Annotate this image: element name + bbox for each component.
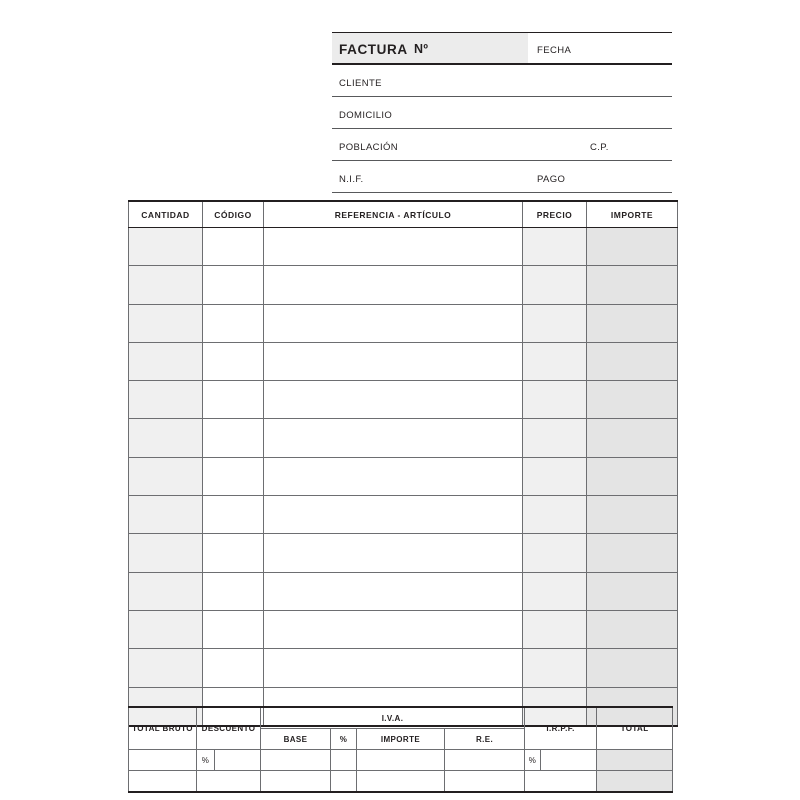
cell-codigo[interactable] <box>203 496 264 534</box>
cell-referencia[interactable] <box>264 534 523 572</box>
cell-precio[interactable] <box>523 534 587 572</box>
poblacion-label: POBLACIÓN <box>339 142 399 153</box>
irpf-value[interactable] <box>541 750 597 771</box>
cell-cantidad[interactable] <box>129 610 203 648</box>
cell-importe[interactable] <box>587 381 678 419</box>
cell-cantidad[interactable] <box>129 419 203 457</box>
cell-referencia[interactable] <box>264 649 523 687</box>
iva-importe-value[interactable] <box>357 750 445 771</box>
iva-re-blank[interactable] <box>445 771 525 793</box>
cell-precio[interactable] <box>523 496 587 534</box>
cell-cantidad[interactable] <box>129 496 203 534</box>
descuento-value[interactable] <box>215 750 261 771</box>
header-row-cliente <box>332 65 672 97</box>
column-header-referencia: REFERENCIA - ARTÍCULO <box>264 201 523 228</box>
cell-cantidad[interactable] <box>129 457 203 495</box>
domicilio-label: DOMICILIO <box>339 110 393 121</box>
items-table-head <box>129 201 678 228</box>
factura-label: FACTURA <box>339 42 408 57</box>
items-table-body <box>129 228 678 726</box>
items-header-row <box>129 201 678 228</box>
cell-precio[interactable] <box>523 610 587 648</box>
cell-referencia[interactable] <box>264 266 523 304</box>
cell-precio[interactable] <box>523 342 587 380</box>
descuento-pct-symbol: % <box>197 750 215 771</box>
header-row-nif <box>332 161 672 193</box>
iva-re-value[interactable] <box>445 750 525 771</box>
cell-codigo[interactable] <box>203 572 264 610</box>
column-header-precio: PRECIO <box>523 201 587 228</box>
cell-importe[interactable] <box>587 610 678 648</box>
iva-pct-blank[interactable] <box>331 771 357 793</box>
cell-codigo[interactable] <box>203 266 264 304</box>
total-blank[interactable] <box>597 771 673 793</box>
cell-cantidad[interactable] <box>129 649 203 687</box>
cell-importe[interactable] <box>587 304 678 342</box>
cell-precio[interactable] <box>523 381 587 419</box>
table-row <box>129 381 678 419</box>
cell-cantidad[interactable] <box>129 228 203 266</box>
cp-label: C.P. <box>590 142 609 153</box>
cell-codigo[interactable] <box>203 457 264 495</box>
cell-precio[interactable] <box>523 419 587 457</box>
cell-importe[interactable] <box>587 266 678 304</box>
irpf-blank[interactable] <box>525 771 597 793</box>
cell-importe[interactable] <box>587 457 678 495</box>
iva-importe-label: IMPORTE <box>357 729 445 750</box>
totals-blank-row <box>129 771 673 793</box>
pago-label: PAGO <box>537 174 566 185</box>
cell-referencia[interactable] <box>264 496 523 534</box>
cell-codigo[interactable] <box>203 381 264 419</box>
table-row <box>129 266 678 304</box>
cell-cantidad[interactable] <box>129 534 203 572</box>
cell-codigo[interactable] <box>203 342 264 380</box>
iva-base-blank[interactable] <box>261 771 331 793</box>
cell-referencia[interactable] <box>264 610 523 648</box>
totals-values-row <box>129 750 673 771</box>
table-row <box>129 419 678 457</box>
table-row <box>129 534 678 572</box>
header-row-factura <box>332 32 672 65</box>
iva-re-label: R.E. <box>445 729 525 750</box>
table-row <box>129 572 678 610</box>
header-row-domicilio <box>332 97 672 129</box>
cell-importe[interactable] <box>587 419 678 457</box>
column-header-codigo: CÓDIGO <box>203 201 264 228</box>
table-row <box>129 496 678 534</box>
nif-label: N.I.F. <box>339 174 364 185</box>
cell-referencia[interactable] <box>264 572 523 610</box>
header-row-poblacion <box>332 129 672 161</box>
column-header-cantidad: CANTIDAD <box>129 201 203 228</box>
total-bruto-blank[interactable] <box>129 771 197 793</box>
numero-label: Nº <box>414 42 429 56</box>
cliente-label: CLIENTE <box>339 78 382 89</box>
descuento-label: DESCUENTO <box>197 707 261 750</box>
table-row <box>129 304 678 342</box>
cell-precio[interactable] <box>523 457 587 495</box>
cell-importe[interactable] <box>587 534 678 572</box>
table-row <box>129 610 678 648</box>
total-label: TOTAL <box>597 707 673 750</box>
iva-pct-label: % <box>331 729 357 750</box>
cell-importe[interactable] <box>587 649 678 687</box>
table-row <box>129 457 678 495</box>
irpf-label: I.R.P.F. <box>525 707 597 750</box>
total-bruto-value[interactable] <box>129 750 197 771</box>
cell-referencia[interactable] <box>264 342 523 380</box>
cell-cantidad[interactable] <box>129 342 203 380</box>
cell-importe[interactable] <box>587 342 678 380</box>
iva-pct-value[interactable] <box>331 750 357 771</box>
cell-codigo[interactable] <box>203 649 264 687</box>
iva-importe-blank[interactable] <box>357 771 445 793</box>
invoice-header <box>332 32 672 193</box>
cell-cantidad[interactable] <box>129 304 203 342</box>
totals-header-row <box>129 707 673 729</box>
cell-cantidad[interactable] <box>129 266 203 304</box>
cell-importe[interactable] <box>587 228 678 266</box>
iva-base-label: BASE <box>261 729 331 750</box>
cell-codigo[interactable] <box>203 610 264 648</box>
cell-referencia[interactable] <box>264 457 523 495</box>
cell-importe[interactable] <box>587 572 678 610</box>
totals-table <box>128 706 673 793</box>
cell-precio[interactable] <box>523 304 587 342</box>
table-row <box>129 228 678 266</box>
iva-base-value[interactable] <box>261 750 331 771</box>
cell-referencia[interactable] <box>264 381 523 419</box>
descuento-blank[interactable] <box>197 771 261 793</box>
cell-codigo[interactable] <box>203 304 264 342</box>
cell-cantidad[interactable] <box>129 381 203 419</box>
cell-importe[interactable] <box>587 496 678 534</box>
cell-codigo[interactable] <box>203 419 264 457</box>
cell-precio[interactable] <box>523 228 587 266</box>
table-row <box>129 649 678 687</box>
column-header-importe: IMPORTE <box>587 201 678 228</box>
cell-precio[interactable] <box>523 572 587 610</box>
cell-precio[interactable] <box>523 266 587 304</box>
cell-precio[interactable] <box>523 649 587 687</box>
cell-referencia[interactable] <box>264 419 523 457</box>
cell-codigo[interactable] <box>203 228 264 266</box>
cell-codigo[interactable] <box>203 534 264 572</box>
cell-referencia[interactable] <box>264 228 523 266</box>
total-bruto-label: TOTAL BRUTO <box>129 707 197 750</box>
table-row <box>129 342 678 380</box>
iva-label: I.V.A. <box>261 707 525 729</box>
items-table <box>128 200 678 727</box>
irpf-pct-symbol: % <box>525 750 541 771</box>
cell-cantidad[interactable] <box>129 572 203 610</box>
fecha-label: FECHA <box>537 45 572 56</box>
cell-referencia[interactable] <box>264 304 523 342</box>
total-value[interactable] <box>597 750 673 771</box>
